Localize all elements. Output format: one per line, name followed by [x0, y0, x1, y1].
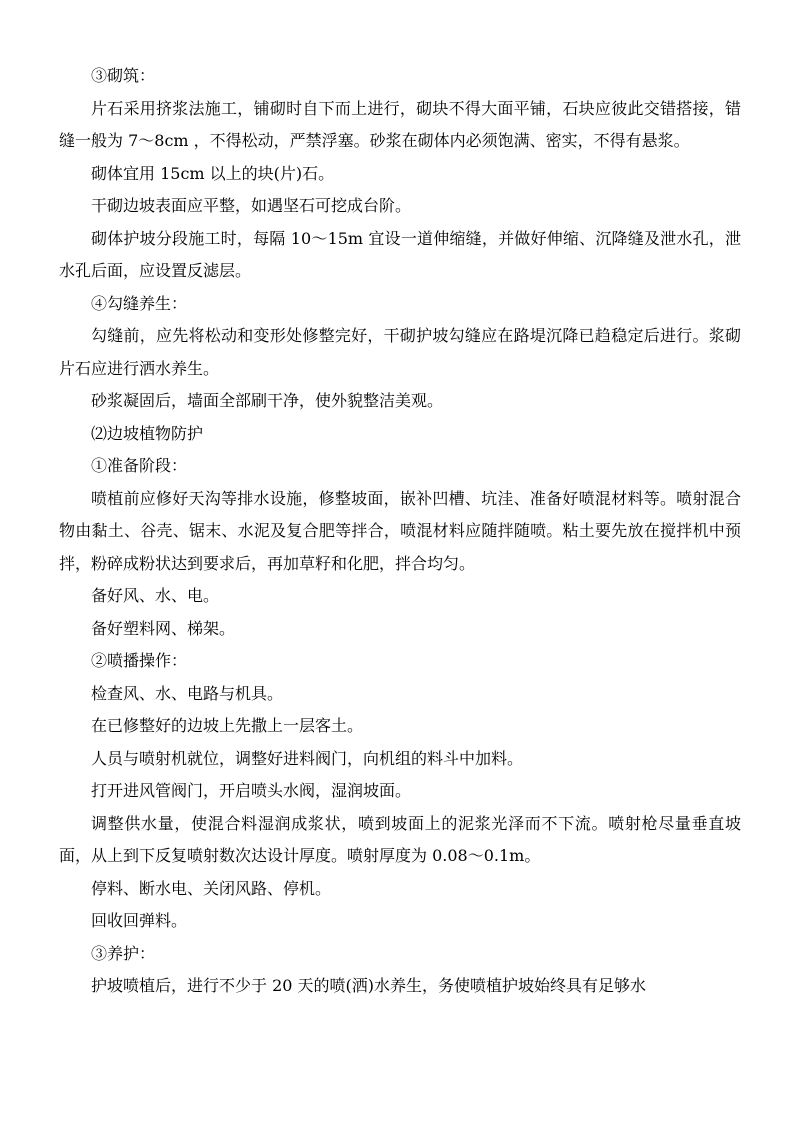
paragraph-machine-position: 人员与喷射机就位，调整好进料阀门，向机组的料斗中加料。 [91, 748, 524, 768]
document-body [59, 60, 741, 1003]
paragraph-preparation: 喷植前应修好天沟等排水设施，修整坡面，嵌补凹槽、坑洼、准备好喷混材料等。喷射混合物由黏土、谷壳、锯末、水泥及复合肥等拌合，喷混材料应随拌随喷。粘土要先放在搅拌机中预拌，粉碎成粉状达到要求后，再加草籽和化肥，拌合均匀。 [59, 488, 741, 573]
heading-masonry: ③砌筑： [91, 66, 156, 85]
heading-pointing-curing: ④勾缝养生： [91, 293, 188, 313]
heading-spraying: ②喷播操作： [91, 651, 188, 670]
paragraph-pointing: 勾缝前，应先将松动和变形处修整完好，干砌护坡勾缝应在路堤沉降已趋稳定后进行。浆砌片石应进行洒水养生。 [59, 326, 741, 378]
paragraph-expansion-joints: 砌体护坡分段施工时，每隔 10～15m 宜设一道伸缩缝，并做好伸缩、沉降缝及泄水孔，泄水孔后面，应设置反滤层。 [59, 228, 741, 280]
paragraph-shutdown: 停料、断水电、关闭风路、停机。 [91, 878, 332, 898]
heading-preparation: ①准备阶段： [91, 456, 188, 475]
paragraph-soil-layer: 在已修整好的边坡上先撒上一层客土。 [91, 716, 364, 735]
paragraph-dry-masonry-surface: 干砌边坡表面应平整，如遇坚石可挖成台阶。 [91, 196, 412, 215]
paragraph-check-equipment: 检查风、水、电路与机具。 [91, 683, 284, 703]
paragraph-mesh-ladder: 备好塑料网、梯架。 [91, 618, 236, 638]
paragraph-wet-slope: 打开进风管阀门，开启喷头水阀，湿润坡面。 [91, 781, 412, 800]
paragraph-recover-material: 回收回弹料。 [91, 911, 188, 930]
paragraph-stone-laying: 片石采用挤浆法施工，铺砌时自下而上进行，砌块不得大面平铺，石块应彼此交错搭接，错缝一般为 7～8cm ，不得松动，严禁浮塞。砂浆在砌体内必须饱满、密实，不得有悬浆。 [59, 98, 741, 150]
paragraph-utilities: 备好风、水、电。 [91, 586, 220, 605]
paragraph-cleaning: 砂浆凝固后，墙面全部刷干净，使外貌整洁美观。 [91, 391, 444, 410]
paragraph-stone-size: 砌体宜用 15cm 以上的块(片)石。 [91, 163, 335, 183]
paragraph-spray-thickness: 调整供水量，使混合料湿润成浆状，喷到坡面上的泥浆光泽而不下流。喷射枪尽量垂直坡面，从上到下反复喷射数次达设计厚度。喷射厚度为 0.08～0.1m。 [59, 813, 741, 865]
paragraph-curing: 护坡喷植后，进行不少于 20 天的喷(洒)水养生，务使喷植护坡始终具有足够水 [91, 976, 647, 995]
heading-curing: ③养护： [91, 943, 156, 963]
heading-slope-vegetation: ⑵边坡植物防护 [91, 423, 204, 443]
